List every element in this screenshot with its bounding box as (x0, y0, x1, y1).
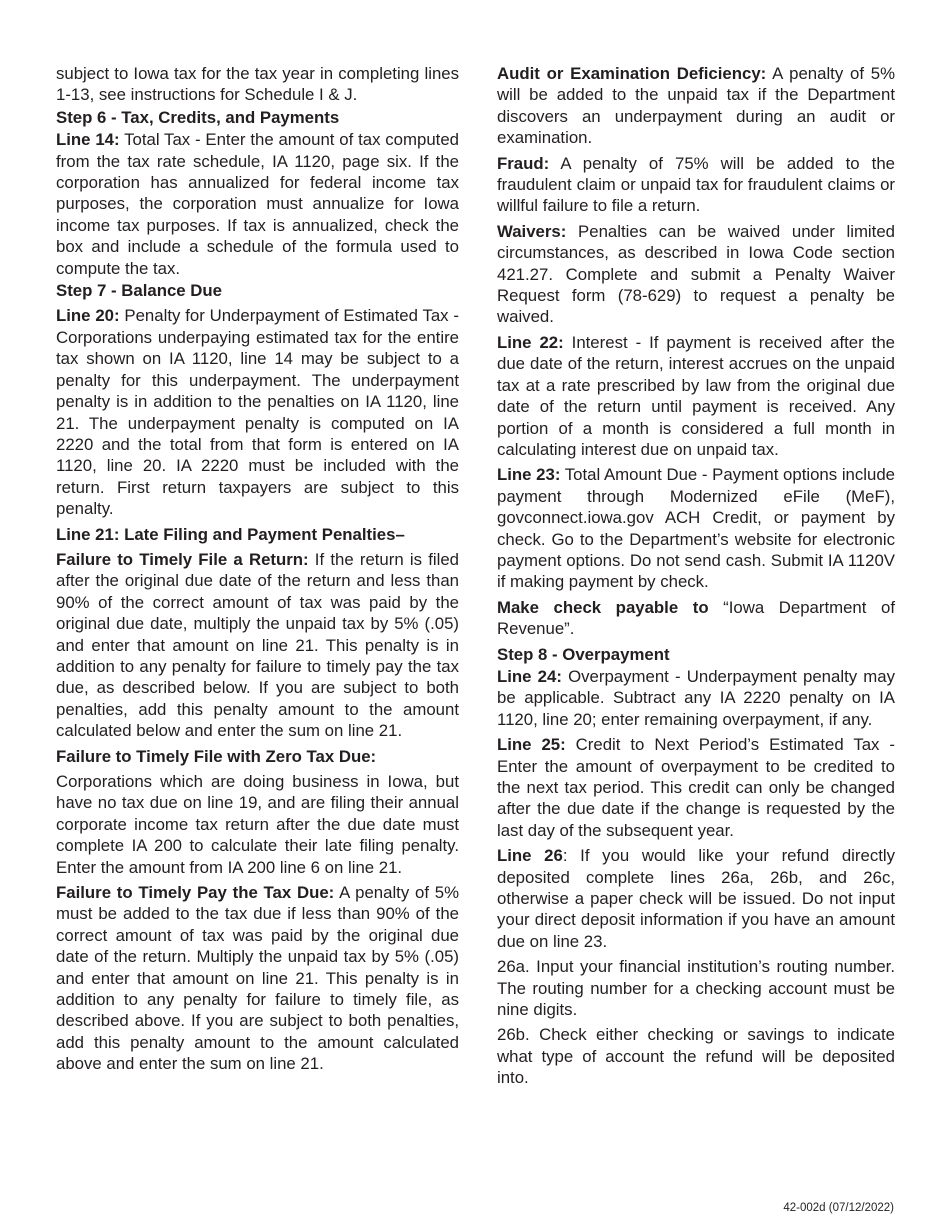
right-column (497, 63, 895, 1093)
step8-heading: Step 8 - Overpayment (497, 644, 670, 664)
line24-paragraph: Line 24: Overpayment - Underpayment penalty may be applicable. Subtract any IA 2220 penalty on IA 1120, line 20; enter remaining overpayment, if any. (497, 666, 896, 729)
zero-tax-paragraph: Corporations which are doing business in Iowa, but have no tax due on line 19, and are filing their annual corporate income tax return after the due date must complete IA 200 to calculate their late filing penalty. Enter the amount from IA 200 line 6 on line 21. (56, 772, 459, 877)
failure-to-pay-paragraph: Failure to Timely Pay the Tax Due: A penalty of 5% must be added to the tax due if less than 90% of the correct amount of tax was paid by the original due date of the return. Multiply the unpaid tax by 5% (.05) and enter that amount on line 21. This penalty is in addition to any penalty for failure to timely file, as described above. If you are subject to both penalties, add this penalty amount to the amount calculated above and enter the sum on line 21. (56, 883, 459, 1074)
line26a-paragraph: 26a. Input your financial institution’s routing number. The routing number for a checking account must be nine digits. (497, 957, 895, 1020)
line14-paragraph: Line 14: Total Tax - Enter the amount of tax computed from the tax rate schedule, IA 1120, page six. If the corporation has annualized for federal income tax purposes, the corporation must annualize for Iowa income tax purposes. If tax is annualized, check the box and include a schedule of the formula used to compute the tax. (56, 130, 459, 278)
intro-paragraph: subject to Iowa tax for the tax year in completing lines 1-13, see instructions for Schedule I & J. (56, 64, 459, 105)
line21-heading: Line 21: Late Filing and Payment Penalties– (56, 524, 405, 544)
line22-paragraph: Line 22: Interest - If payment is received after the due date of the return, interest accrues on the unpaid tax at a rate prescribed by law from the original due date of the return until payment is received. Any portion of a month is considered a full month in calculating interest due on unpaid tax. (497, 332, 895, 459)
line26-paragraph: Line 26: If you would like your refund directly deposited complete lines 26a, 26b, and 26c, otherwise a paper check will be issued. Do not input your direct deposit information if you have an amount due on line 23. (497, 846, 895, 951)
line26b-paragraph: 26b. Check either checking or savings to indicate what type of account the refund will be deposited into. (497, 1025, 895, 1088)
line25-paragraph: Line 25: Credit to Next Period’s Estimated Tax - Enter the amount of overpayment to be credited to the next tax period. This credit can only be changed after the due date if the change is requested by the last day of the subsequent year. (497, 735, 895, 840)
line20-paragraph: Line 20: Penalty for Underpayment of Estimated Tax - Corporations underpaying estimated tax for the entire tax shown on IA 1120, line 14 may be subject to a penalty for this underpayment. The underpayment penalty is in addition to the penalties on IA 1120, line 21. The underpayment penalty is computed on IA 2220 and the total from that form is entered on IA 1120, line 20. IA 2220 must be included with the return. First return taxpayers are subject to this penalty. (56, 306, 459, 519)
zero-tax-heading: Failure to Timely File with Zero Tax Due: (56, 746, 377, 766)
step7-heading: Step 7 - Balance Due (56, 281, 223, 301)
waivers-paragraph: Waivers: Penalties can be waived under limited circumstances, as described in Iowa Code section 421.27. Complete and submit a Penalty Waiver Request form (78-629) to request a penalty be waived. (497, 221, 895, 327)
line23-paragraph: Line 23: Total Amount Due - Payment options include payment through Modernized eFile (MeF), govconnect.iowa.gov ACH Credit, or payment by check. Go to the Department’s website for electronic payment options. Do not send cash. Submit IA 1120V if making payment by check. (497, 465, 895, 592)
step6-heading: Step 6 - Tax, Credits, and Payments (56, 107, 340, 127)
form-number: 42-002d (07/12/2022) (783, 1202, 894, 1214)
audit-deficiency-paragraph: Audit or Examination Deficiency: A penalty of 5% will be added to the unpaid tax if the Department discovers an underpayment during an audit or examination. (497, 64, 895, 148)
fraud-paragraph: Fraud: A penalty of 75% will be added to the fraudulent claim or unpaid tax for fraudulent claims or willful failure to file a return. (497, 153, 895, 216)
failure-to-file-paragraph: Failure to Timely File a Return: If the return is filed after the original due date of the return and less than 90% of the correct amount of tax was paid by the original due date, multiply the unpaid tax by 5% (.05) and enter that amount on line 21. This penalty is in addition to any penalty for failure to timely pay the tax due, as described below. If you are subject to both penalties, add this penalty amount to the amount calculated below and enter the sum on line 21. (56, 549, 459, 741)
left-column (56, 63, 459, 1079)
payable-paragraph: Make check payable to “Iowa Department of Revenue”. (497, 597, 895, 639)
